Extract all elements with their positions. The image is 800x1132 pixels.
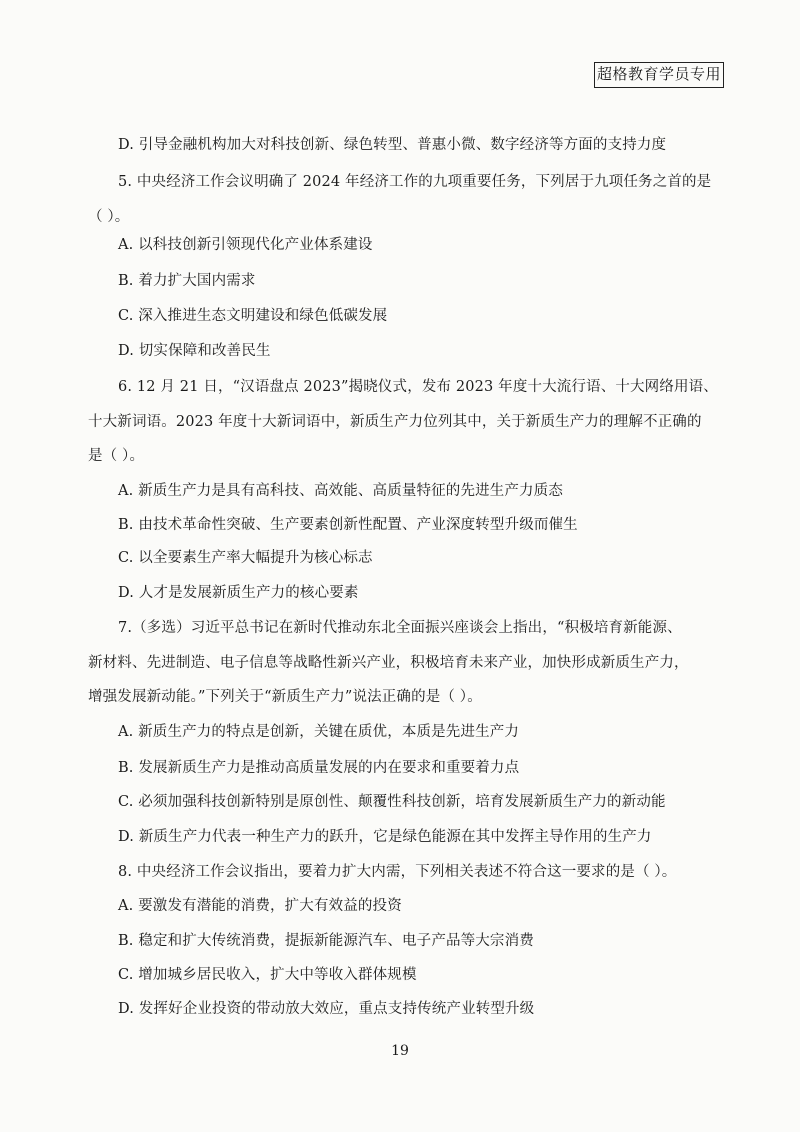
question-6-option-a: A. 新质生产力是具有高科技、高效能、高质量特征的先进生产力质态 xyxy=(118,483,563,499)
question-7-option-d: D. 新质生产力代表一种生产力的跃升，它是绿色能源在其中发挥主导作用的生产力 xyxy=(118,829,652,845)
question-8-text: 8. 中央经济工作会议指出，要着力扩大内需，下列相关表述不符合这一要求的是（ ）。 xyxy=(118,864,677,880)
question-5-option-d: D. 切实保障和改善民生 xyxy=(118,343,271,359)
student-use-stamp: 超格教育学员专用 xyxy=(594,62,724,88)
question-8-option-c: C. 增加城乡居民收入，扩大中等收入群体规模 xyxy=(118,967,417,983)
question-7-text: 7.（多选）习近平总书记在新时代推动东北全面振兴座谈会上指出，“积极培育新能源、 xyxy=(118,620,682,636)
question-8-option-a: A. 要激发有潜能的消费，扩大有效益的投资 xyxy=(118,898,402,914)
question-7-text-continued: 新材料、先进制造、电子信息等战略性新兴产业，积极培育未来产业，加快形成新质生产力， xyxy=(88,655,689,671)
question-4-option-d: D. 引导金融机构加大对科技创新、绿色转型、普惠小微、数字经济等方面的支持力度 xyxy=(118,137,667,153)
question-6-option-b: B. 由技术革命性突破、生产要素创新性配置、产业深度转型升级而催生 xyxy=(118,517,578,533)
question-5-option-a: A. 以科技创新引领现代化产业体系建设 xyxy=(118,237,373,253)
question-6-option-d: D. 人才是发展新质生产力的核心要素 xyxy=(118,585,359,601)
question-6-text: 6. 12 月 21 日，“汉语盘点 2023”揭晓仪式，发布 2023 年度十大流行语、十大网络用语、 xyxy=(118,379,718,395)
question-6-text-continued: 十大新词语。2023 年度十大新词语中，新质生产力位列其中，关于新质生产力的理解不正确的 xyxy=(88,414,702,430)
page-number: 19 xyxy=(391,1043,409,1059)
question-7-option-b: B. 发展新质生产力是推动高质量发展的内在要求和重要着力点 xyxy=(118,760,520,776)
question-8-option-d: D. 发挥好企业投资的带动放大效应，重点支持传统产业转型升级 xyxy=(118,1001,535,1017)
question-6-option-c: C. 以全要素生产率大幅提升为核心标志 xyxy=(118,550,373,566)
question-8-option-b: B. 稳定和扩大传统消费，提振新能源汽车、电子产品等大宗消费 xyxy=(118,933,534,949)
question-5-blank: （ ）。 xyxy=(88,209,130,225)
question-5-option-c: C. 深入推进生态文明建设和绿色低碳发展 xyxy=(118,308,388,324)
question-7-option-c: C. 必须加强科技创新特别是原创性、颠覆性科技创新，培育发展新质生产力的新动能 xyxy=(118,794,666,810)
question-6-blank: 是（ ）。 xyxy=(88,448,145,464)
question-7-option-a: A. 新质生产力的特点是创新，关键在质优，本质是先进生产力 xyxy=(118,724,520,740)
question-5-option-b: B. 着力扩大国内需求 xyxy=(118,273,256,289)
question-7-blank: 增强发展新动能。”下列关于“新质生产力”说法正确的是（ ）。 xyxy=(88,689,482,705)
question-5-text: 5. 中央经济工作会议明确了 2024 年经济工作的九项重要任务，下列居于九项任务之首的是 xyxy=(118,174,712,190)
